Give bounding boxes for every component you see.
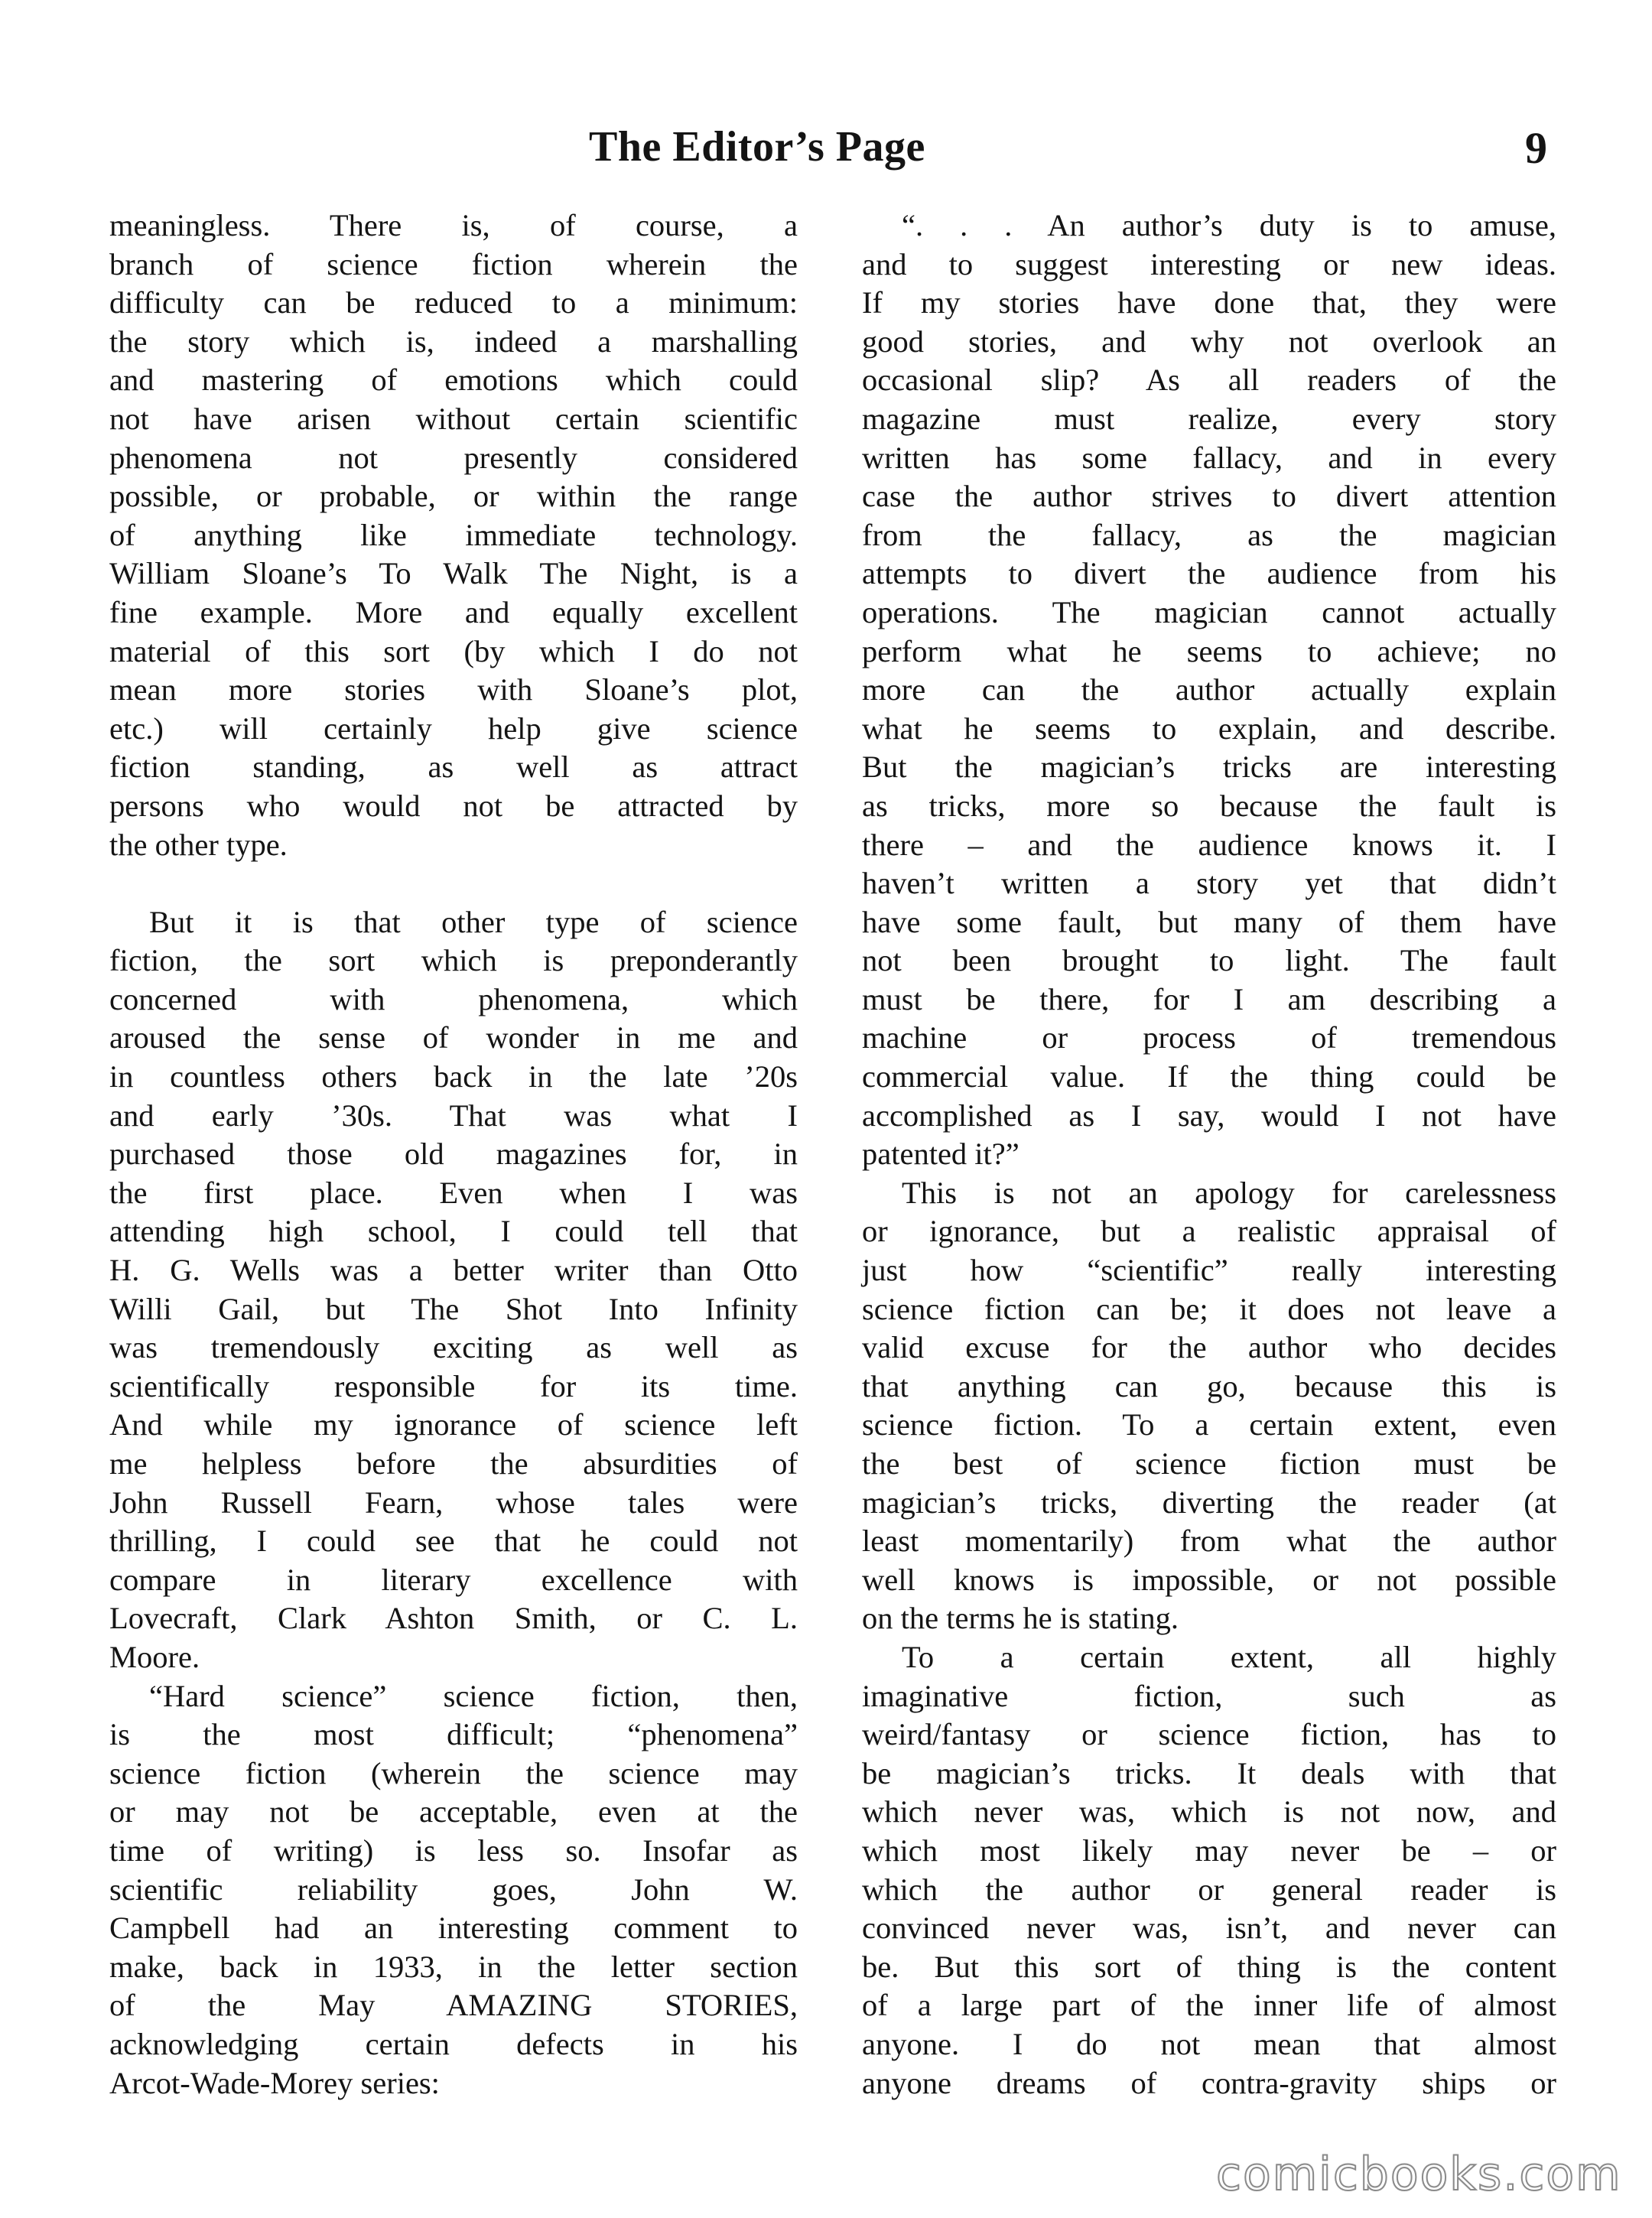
right-paragraph-2 bbox=[862, 1174, 1556, 1638]
text-line: on the terms he is stating. bbox=[862, 1601, 1179, 1636]
text-line: anyone dreams of contra-gravity ships or bbox=[862, 2065, 1556, 2100]
watermark: comicbooks.com bbox=[1216, 2148, 1622, 2201]
text-line: of a large part of the inner life of almost bbox=[862, 1988, 1556, 2023]
left-paragraph-1 bbox=[109, 207, 798, 864]
text-line: not been brought to light. The fault bbox=[862, 943, 1556, 978]
text-line: machine or process of tremendous bbox=[862, 1020, 1556, 1055]
text-line: the story which is, indeed a marshalling bbox=[109, 324, 798, 359]
text-line: science fiction (wherein the science may bbox=[109, 1755, 798, 1790]
text-line: thrilling, I could see that he could not bbox=[109, 1524, 798, 1559]
text-line: scientifically responsible for its time. bbox=[109, 1368, 798, 1403]
text-line: accomplished as I say, would I not have bbox=[862, 1098, 1556, 1133]
text-line: scientific reliability goes, John W. bbox=[109, 1872, 798, 1907]
text-line: magazine must realize, every story bbox=[862, 401, 1556, 436]
text-line: or ignorance, but a realistic appraisal of bbox=[862, 1214, 1556, 1249]
text-line: John Russell Fearn, whose tales were bbox=[109, 1485, 798, 1520]
text-line: This is not an apology for carelessness bbox=[902, 1175, 1556, 1210]
text-line: written has some fallacy, and in every bbox=[862, 440, 1556, 475]
text-line: attending high school, I could tell that bbox=[109, 1214, 798, 1249]
right-paragraph-1 bbox=[862, 207, 1556, 1174]
text-line: there – and the audience knows it. I bbox=[862, 827, 1556, 862]
text-line: concerned with phenomena, which bbox=[109, 981, 798, 1016]
text-line: Lovecraft, Clark Ashton Smith, or C. L. bbox=[109, 1601, 798, 1636]
text-line: is the most difficult; “phenomena” bbox=[109, 1717, 798, 1752]
text-line: of the May AMAZING STORIES, bbox=[109, 1988, 798, 2023]
page-number: 9 bbox=[1525, 123, 1547, 173]
text-line: have some fault, but many of them have bbox=[862, 904, 1556, 939]
text-line: not have arisen without certain scientific bbox=[109, 401, 798, 436]
text-line: aroused the sense of wonder in me and bbox=[109, 1020, 798, 1055]
text-line: compare in literary excellence with bbox=[109, 1562, 798, 1597]
text-line: be magician’s tricks. It deals with that bbox=[862, 1755, 1556, 1790]
text-line: weird/fantasy or science fiction, has to bbox=[862, 1717, 1556, 1752]
text-line: material of this sort (by which I do not bbox=[109, 633, 798, 668]
text-line: time of writing) is less so. Insofar as bbox=[109, 1833, 798, 1868]
page-title: The Editor’s Page bbox=[589, 123, 925, 171]
text-line: fiction standing, as well as attract bbox=[109, 750, 798, 785]
paragraph-gap bbox=[109, 864, 798, 903]
text-line: possible, or probable, or within the range bbox=[109, 479, 798, 514]
text-line: William Sloane’s To Walk The Night, is a bbox=[109, 556, 798, 591]
text-line: commercial value. If the thing could be bbox=[862, 1059, 1556, 1094]
text-line: make, back in 1933, in the letter section bbox=[109, 1949, 798, 1984]
text-line: which the author or general reader is bbox=[862, 1872, 1556, 1907]
text-line: convinced never was, isn’t, and never can bbox=[862, 1911, 1556, 1946]
text-line: from the fallacy, as the magician bbox=[862, 517, 1556, 552]
text-line: which most likely may never be – or bbox=[862, 1833, 1556, 1868]
text-line: which never was, which is not now, and bbox=[862, 1794, 1556, 1829]
text-line: least momentarily) from what the author bbox=[862, 1524, 1556, 1559]
text-line: valid excuse for the author who decides bbox=[862, 1330, 1556, 1365]
text-line: anyone. I do not mean that almost bbox=[862, 2026, 1556, 2061]
text-line: purchased those old magazines for, in bbox=[109, 1137, 798, 1172]
text-line: good stories, and why not overlook an bbox=[862, 324, 1556, 359]
text-line: Campbell had an interesting comment to bbox=[109, 1911, 798, 1946]
text-line: or may not be acceptable, even at the bbox=[109, 1794, 798, 1829]
text-line: as tricks, more so because the fault is bbox=[862, 788, 1556, 823]
text-line: and early ’30s. That was what I bbox=[109, 1098, 798, 1133]
text-line: be. But this sort of thing is the content bbox=[862, 1949, 1556, 1984]
text-line: me helpless before the absurdities of bbox=[109, 1446, 798, 1481]
text-line: just how “scientific” really interesting bbox=[862, 1253, 1556, 1288]
text-line: well knows is impossible, or not possible bbox=[862, 1562, 1556, 1597]
left-paragraph-3 bbox=[109, 1677, 798, 2103]
text-line: and mastering of emotions which could bbox=[109, 363, 798, 398]
text-line: acknowledging certain defects in his bbox=[109, 2026, 798, 2061]
right-paragraph-3 bbox=[862, 1638, 1556, 2103]
text-line: patented it?” bbox=[862, 1137, 1019, 1172]
text-line: in countless others back in the late ’20s bbox=[109, 1059, 798, 1094]
left-paragraph-2 bbox=[109, 903, 798, 1677]
text-line: H. G. Wells was a better writer than Otto bbox=[109, 1253, 798, 1288]
text-line: must be there, for I am describing a bbox=[862, 981, 1556, 1016]
text-line: Willi Gail, but The Shot Into Infinity bbox=[109, 1291, 798, 1326]
text-line: branch of science fiction wherein the bbox=[109, 246, 798, 281]
text-line: perform what he seems to achieve; no bbox=[862, 633, 1556, 668]
text-line: that anything can go, because this is bbox=[862, 1368, 1556, 1403]
left-column bbox=[109, 207, 798, 2103]
text-line: what he seems to explain, and describe. bbox=[862, 711, 1556, 746]
text-line: was tremendously exciting as well as bbox=[109, 1330, 798, 1365]
text-line: mean more stories with Sloane’s plot, bbox=[109, 672, 798, 707]
text-line: science fiction. To a certain extent, even bbox=[862, 1407, 1556, 1442]
text-line: Arcot-Wade-Morey series: bbox=[109, 2065, 440, 2100]
text-line: haven’t written a story yet that didn’t bbox=[862, 866, 1556, 901]
text-line: etc.) will certainly help give science bbox=[109, 711, 798, 746]
text-line: But the magician’s tricks are interesting bbox=[862, 750, 1556, 785]
text-line: imaginative fiction, such as bbox=[862, 1678, 1556, 1713]
text-line: But it is that other type of science bbox=[149, 904, 798, 939]
text-line: occasional slip? As all readers of the bbox=[862, 363, 1556, 398]
text-line: science fiction can be; it does not leave a bbox=[862, 1291, 1556, 1326]
text-line: difficulty can be reduced to a minimum: bbox=[109, 285, 798, 320]
text-line: the best of science fiction must be bbox=[862, 1446, 1556, 1481]
text-line: fine example. More and equally excellent bbox=[109, 594, 798, 629]
text-line: persons who would not be attracted by bbox=[109, 788, 798, 823]
text-line: the first place. Even when I was bbox=[109, 1175, 798, 1210]
text-line: “Hard science” science fiction, then, bbox=[149, 1678, 798, 1713]
text-line: phenomena not presently considered bbox=[109, 440, 798, 475]
text-line: case the author strives to divert attention bbox=[862, 479, 1556, 514]
text-line: operations. The magician cannot actually bbox=[862, 594, 1556, 629]
text-line: attempts to divert the audience from his bbox=[862, 556, 1556, 591]
text-line: fiction, the sort which is preponderantly bbox=[109, 943, 798, 978]
text-line: Moore. bbox=[109, 1639, 200, 1674]
text-line: the other type. bbox=[109, 827, 288, 862]
text-line: of anything like immediate technology. bbox=[109, 517, 798, 552]
text-line: magician’s tricks, diverting the reader (at bbox=[862, 1485, 1556, 1520]
text-line: And while my ignorance of science left bbox=[109, 1407, 798, 1442]
text-line: and to suggest interesting or new ideas. bbox=[862, 246, 1556, 281]
text-line: If my stories have done that, they were bbox=[862, 285, 1556, 320]
text-line: more can the author actually explain bbox=[862, 672, 1556, 707]
text-line: To a certain extent, all highly bbox=[902, 1639, 1556, 1674]
page-header bbox=[0, 122, 1652, 184]
text-line: meaningless. There is, of course, a bbox=[109, 208, 798, 242]
text-line: “. . . An author’s duty is to amuse, bbox=[902, 208, 1556, 242]
right-column bbox=[862, 207, 1556, 2103]
